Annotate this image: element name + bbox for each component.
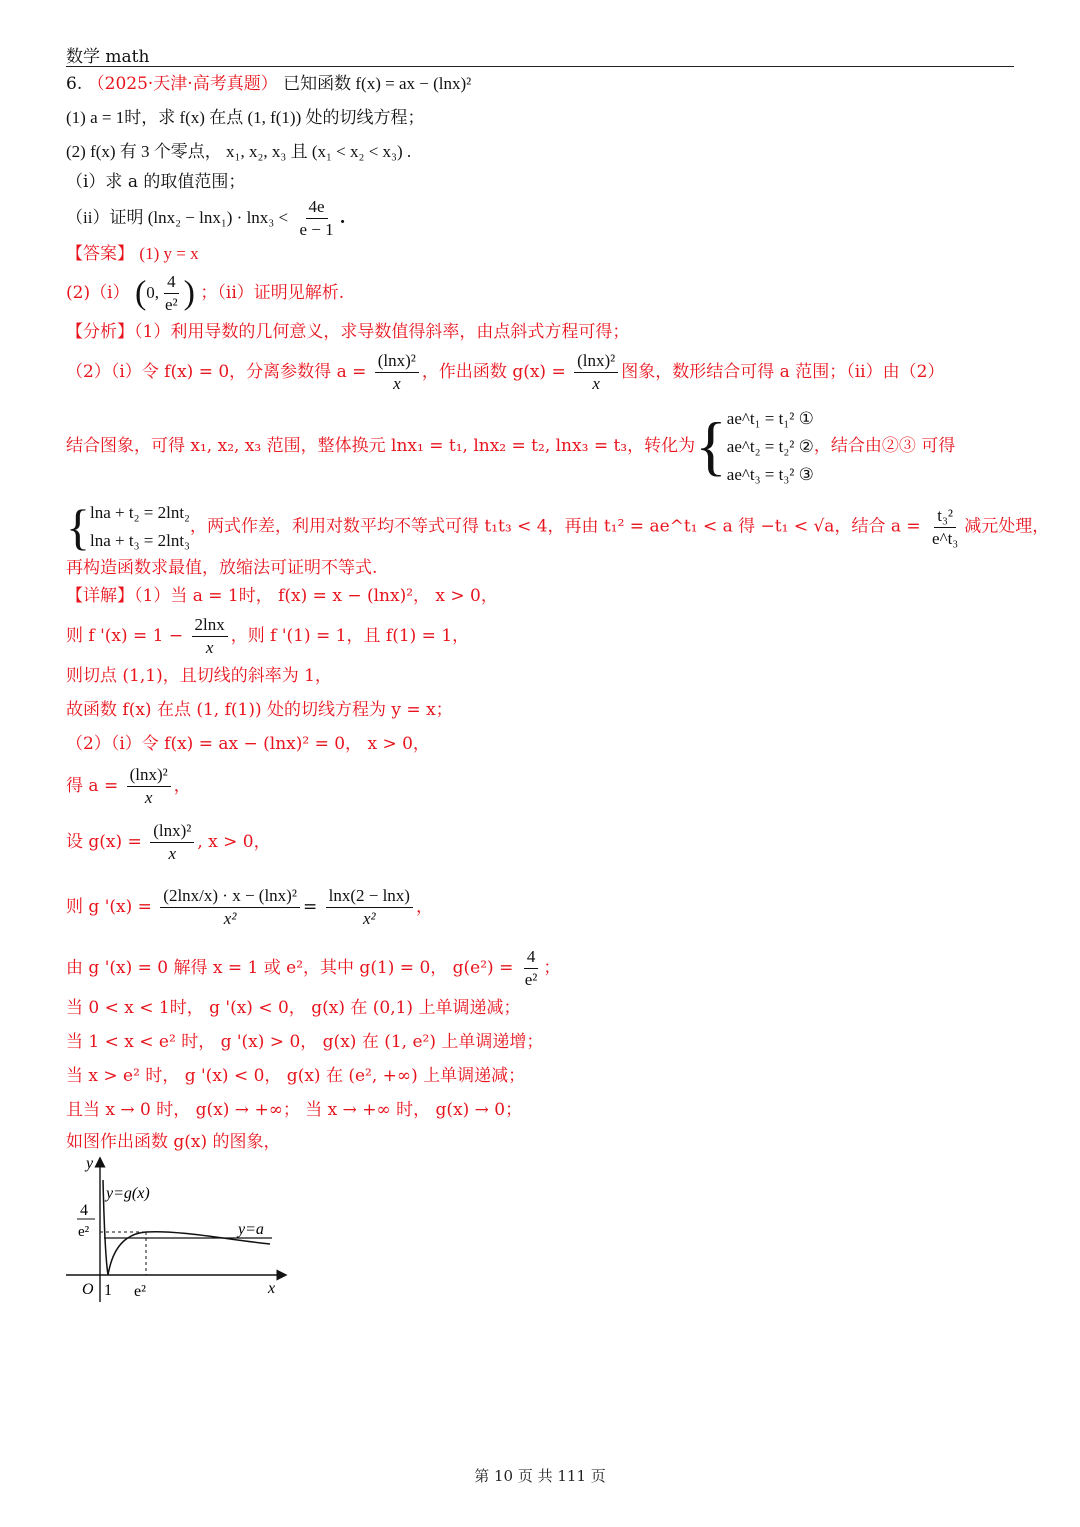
detail-line-5: （2）（i）令 f(x) = ax − (lnx)² = 0， x > 0， xyxy=(66,734,430,754)
fraction-numerator: (lnx)² xyxy=(150,820,194,843)
system-eq-2: lna + t₃ = 2lnt₃ xyxy=(90,531,190,550)
answer-part1: (1) y = x xyxy=(139,244,199,263)
system-brace: { xyxy=(695,409,727,483)
detail-text-8a: 则 g '(x) = xyxy=(66,897,152,917)
detail-fraction-8b xyxy=(326,885,413,930)
analysis-line-2 xyxy=(66,346,944,398)
analysis-part4-b: 减元处理， xyxy=(964,516,1050,537)
fraction-denominator: x xyxy=(393,374,401,393)
system-brace: { xyxy=(66,499,90,555)
fraction-denominator: e^t₃ xyxy=(932,528,959,548)
fraction-numerator: (lnx)² xyxy=(574,350,618,373)
problem-stem-line xyxy=(66,72,471,96)
fraction-denominator: e² xyxy=(524,970,538,989)
answer-interval-fraction xyxy=(162,271,181,316)
detail-text-1: （1）当 a = 1时， f(x) = x − (lnx)²， x > 0， xyxy=(134,586,498,606)
detail-line-6 xyxy=(66,760,191,812)
detail-fraction-9 xyxy=(522,946,541,991)
analysis-fraction-t3 xyxy=(929,505,961,550)
detail-line-8 xyxy=(66,872,433,942)
detail-line-3: 则切点 (1,1)，且切线的斜率为 1， xyxy=(66,666,332,686)
detail-line-2 xyxy=(66,612,469,660)
detail-line-14: 如图作出函数 g(x) 的图象， xyxy=(66,1132,281,1152)
problem-number: 6. xyxy=(66,74,83,94)
detail-line-4: 故函数 f(x) 在点 (1, f(1)) 处的切线方程为 y = x； xyxy=(66,700,453,720)
problem-part1: (1) a = 1时，求 f(x) 在点 (1, f(1)) 处的切线方程； xyxy=(66,108,425,127)
problem-part2-ii-text: （ii）证明 (lnx₂ − lnx₁) · lnx₃ < xyxy=(66,208,289,227)
detail-text-2a: 则 f '(x) = 1 − xyxy=(66,626,184,646)
problem-part2-ii: （ii）证明 (lnx₂ − lnx₁) · lnx₃ < $\frac{4e}{e - 1}$ . xyxy=(66,197,346,239)
answer-interval-left: 0, xyxy=(146,283,160,302)
analysis-part2-a: （2）（i）令 f(x) = 0，分离参数得 a = xyxy=(66,362,367,382)
fraction-numerator: 4e xyxy=(306,196,328,219)
fraction-denominator: e − 1 xyxy=(299,220,334,239)
fraction-denominator: x² xyxy=(362,909,376,928)
system-eq-1: lna + t₂ = 2lnt₂ xyxy=(90,503,190,522)
fraction-numerator: 4 xyxy=(164,271,179,294)
detail-fraction-8a xyxy=(160,885,300,930)
answer-part2-prefix: (2)（i） xyxy=(66,283,130,303)
tick-1: 1 xyxy=(104,1282,112,1299)
detail-fraction-6 xyxy=(127,764,171,809)
problem-stem: 已知函数 f(x) = ax − (lnx)² xyxy=(283,74,472,93)
fraction-denominator: x² xyxy=(223,909,237,928)
analysis-part3-b: ，结合由②③ 可得 xyxy=(813,436,956,456)
problem-part2: (2) f(x) 有 3 个零点， x₁, x₂, x₃ 且 (x₁ < x₂ < x₃) . xyxy=(66,142,412,161)
detail-fraction-7 xyxy=(150,820,194,865)
problem-part2-i: （i）求 a 的取值范围； xyxy=(66,172,246,192)
detail-text-8b: ， xyxy=(415,897,433,917)
function-graph xyxy=(60,1152,300,1312)
detail-line-11: 当 1 < x < e² 时， g '(x) > 0， g(x) 在 (1, e²) 上单调递增； xyxy=(66,1032,544,1052)
fraction-denominator: x xyxy=(592,374,600,393)
problem-source: （2025·天津·高考真题） xyxy=(87,74,278,94)
detail-label: 【详解】 xyxy=(66,586,134,606)
answer-label: 【答案】 xyxy=(66,244,134,264)
detail-text-6a: 得 a = xyxy=(66,776,119,796)
detail-text-9a: 由 g '(x) = 0 解得 x = 1 或 e²，其中 g(1) = 0， g(e²) = xyxy=(66,958,514,978)
detail-line-7 xyxy=(66,816,271,868)
analysis-line-3 xyxy=(66,404,955,489)
x-axis-label: x xyxy=(268,1280,276,1297)
analysis-fraction-a xyxy=(375,350,419,395)
detail-line-13: 且当 x → 0 时， g(x) → +∞； 当 x → +∞ 时， g(x) → 0； xyxy=(66,1100,523,1120)
page-header: 数学 math xyxy=(66,47,150,67)
line-label: y=a xyxy=(238,1221,264,1238)
answer-line-2: (2)（i） (0, $\frac{4}{\text{e²}}$ ) ；（ii）证明见解析. xyxy=(66,272,345,314)
detail-line-9 xyxy=(66,944,560,992)
y-tick-denominator: e² xyxy=(78,1224,90,1240)
tick-e2: e² xyxy=(134,1283,146,1300)
detail-text-7b: , x > 0， xyxy=(197,832,271,852)
fraction-numerator: (lnx)² xyxy=(127,764,171,787)
fraction-numerator: t₃² xyxy=(934,505,956,528)
fraction-numerator: 2lnx xyxy=(192,614,228,637)
detail-text-7a: 设 g(x) = xyxy=(66,832,142,852)
header-divider xyxy=(66,66,1014,67)
fraction-numerator: (lnx)² xyxy=(375,350,419,373)
analysis-part4-a: ，两式作差，利用对数平均不等式可得 t₁t₃ < 4，再由 t₁² = ae^t₁ < a 得 −t₁ < √a，结合 a = xyxy=(189,516,921,537)
analysis-label: 【分析】 xyxy=(66,322,134,342)
equation-system-1 xyxy=(727,405,814,489)
detail-text-9b: ； xyxy=(543,958,561,978)
fraction-numerator: lnx(2 − lnx) xyxy=(326,885,413,908)
answer-line-1 xyxy=(66,242,199,266)
equation-system-2 xyxy=(90,499,190,555)
page-footer: 第 10 页 共 111 页 xyxy=(474,1467,606,1485)
answer-part2-suffix: ；（ii）证明见解析. xyxy=(200,283,345,303)
analysis-line-5: 再构造函数求最值，放缩法可证明不等式. xyxy=(66,558,378,578)
fraction-numerator: 4 xyxy=(524,946,539,969)
detail-text-2b: ，则 f '(1) = 1，且 f(1) = 1， xyxy=(230,626,470,646)
detail-text-6b: ， xyxy=(173,776,191,796)
analysis-fraction-g xyxy=(574,350,618,395)
y-axis-label: y xyxy=(86,1155,94,1172)
fraction-denominator: x xyxy=(144,788,153,807)
system-eq-1: ae^t₁ = t₁² ① xyxy=(726,408,814,428)
detail-line-10: 当 0 < x < 1时， g '(x) < 0， g(x) 在 (0,1) 上单调递减； xyxy=(66,998,521,1018)
analysis-part1: （1）利用导数的几何意义，求导数值得斜率，由点斜式方程可得； xyxy=(134,322,630,342)
system-eq-2: ae^t₂ = t₂² ② xyxy=(726,436,814,456)
analysis-part2-b: ，作出函数 g(x) = xyxy=(421,362,566,382)
analysis-part3-a: 结合图象，可得 x₁, x₂, x₃ 范围，整体换元 lnx₁ = t₁, lnx₂ = t₂, lnx₃ = t₃，转化为 xyxy=(66,436,696,456)
detail-fraction-2 xyxy=(192,614,228,659)
y-tick-numerator: 4 xyxy=(80,1202,88,1219)
detail-line-1 xyxy=(66,584,498,608)
origin-label: O xyxy=(82,1281,94,1298)
detail-line-12: 当 x > e² 时， g '(x) < 0， g(x) 在 (e², +∞) 上单调递减； xyxy=(66,1066,526,1086)
detail-equals: = xyxy=(302,897,318,917)
fraction-denominator: x xyxy=(168,844,177,863)
problem-part2-ii-fraction xyxy=(296,196,336,241)
analysis-line-4 xyxy=(66,494,1049,560)
analysis-line-1 xyxy=(66,320,629,344)
analysis-part2-c: 图象，数形结合可得 a 范围；（ii）由（2） xyxy=(621,362,945,382)
curve-label: y=g(x) xyxy=(106,1185,150,1202)
system-eq-3: ae^t₃ = t₃² ③ xyxy=(726,464,814,484)
fraction-denominator: e² xyxy=(165,295,178,314)
fraction-denominator: x xyxy=(205,638,214,657)
fraction-numerator: (2lnx/x) · x − (lnx)² xyxy=(160,885,300,908)
